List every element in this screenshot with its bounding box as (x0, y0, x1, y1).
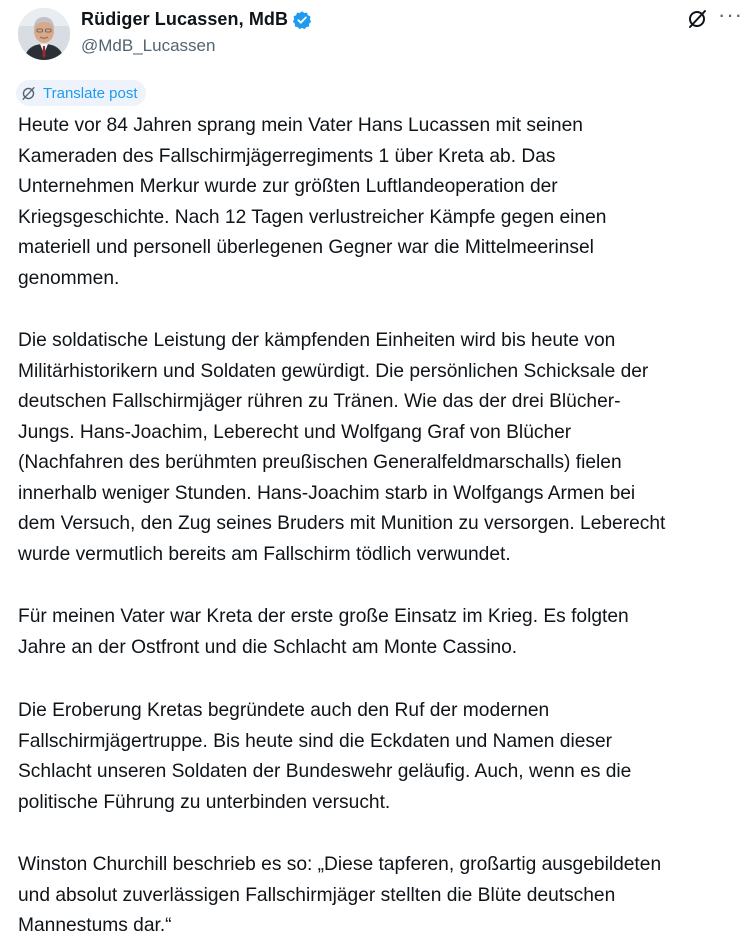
post-paragraph (18, 111, 606, 294)
post-text-line: Schlacht unseren Soldaten der Bundeswehr geläufig. Auch, wenn es die (18, 761, 632, 782)
author-display-name[interactable]: Rüdiger Lucassen, MdB (81, 9, 289, 29)
post-text-line: deutschen Fallschirmjäger rühren zu Tränen. Wie das der drei Blücher- (18, 391, 621, 412)
post-text-line: und absolut zuverlässigen Fallschirmjäger stellten die Blüte deutschen (18, 884, 616, 906)
post-text-line: Winston Churchill beschrieb es so: „Diese tapferen, großartig ausgebildeten (18, 854, 662, 875)
avatar[interactable] (18, 8, 70, 60)
translate-post-button[interactable] (16, 80, 146, 106)
post-paragraph (18, 850, 661, 942)
post-paragraph (18, 326, 665, 570)
grok-icon[interactable] (686, 8, 708, 30)
post-paragraph (18, 696, 631, 818)
post-header (0, 0, 753, 74)
post-text-line: Unternehmen Merkur wurde zur größten Luftlandeoperation der (18, 176, 558, 197)
post-text-line: Für meinen Vater war Kreta der erste große Einsatz im Krieg. Es folgten (18, 606, 629, 627)
post-text-line: wurde vermutlich bereits am Fallschirm tödlich verwundet. (18, 543, 511, 565)
post-text-line: materiell und personell überlegenen Gegner war die Mittelmeerinsel (18, 237, 594, 258)
post-text-line: Die Eroberung Kretas begründete auch den Ruf der modernen (18, 700, 550, 721)
post-text-line: genommen. (18, 267, 120, 289)
author-name-row (81, 9, 312, 30)
post-text-line: Militärhistorikern und Soldaten gewürdigt. Die persönlichen Schicksale der (18, 360, 649, 382)
post-text-line: Fallschirmjägertruppe. Bis heute sind die Eckdaten und Namen dieser (18, 730, 613, 752)
post-text-line: Jungs. Hans-Joachim, Leberecht und Wolfgang Graf von Blücher (18, 421, 572, 443)
translate-icon (20, 85, 37, 102)
post-text-line: Heute vor 84 Jahren sprang mein Vater Hans Lucassen mit seinen (18, 115, 583, 136)
post-text-line: Kriegsgeschichte. Nach 12 Tagen verlustreicher Kämpfe gegen einen (18, 206, 607, 228)
post-text-line: Die soldatische Leistung der kämpfenden Einheiten wird bis heute von (18, 330, 616, 351)
post-text-line: Kameraden des Fallschirmjägerregiments 1 über Kreta ab. Das (18, 145, 556, 167)
avatar-image (18, 8, 70, 60)
post-text-line: Jahre an der Ostfront und die Schlacht am Monte Cassino. (18, 636, 518, 658)
post-paragraph (18, 602, 629, 663)
post-text-line: innerhalb weniger Stunden. Hans-Joachim starb in Wolfgangs Armen bei (18, 482, 636, 504)
post-text-line: Mannestums dar.“ (18, 915, 172, 936)
verified-badge-icon[interactable] (292, 10, 312, 30)
post-text-line: dem Versuch, den Zug seines Bruders mit Munition zu versorgen. Leberecht (18, 513, 666, 534)
translate-post-label: Translate post (43, 84, 138, 102)
more-options-button[interactable]: ··· (718, 2, 743, 27)
post-text-line: politische Führung zu unterbinden versucht. (18, 791, 391, 813)
author-handle[interactable]: @MdB_Lucassen (81, 36, 216, 55)
post-text-line: (Nachfahren des berühmten preußischen Generalfeldmarschalls) fielen (18, 452, 622, 473)
